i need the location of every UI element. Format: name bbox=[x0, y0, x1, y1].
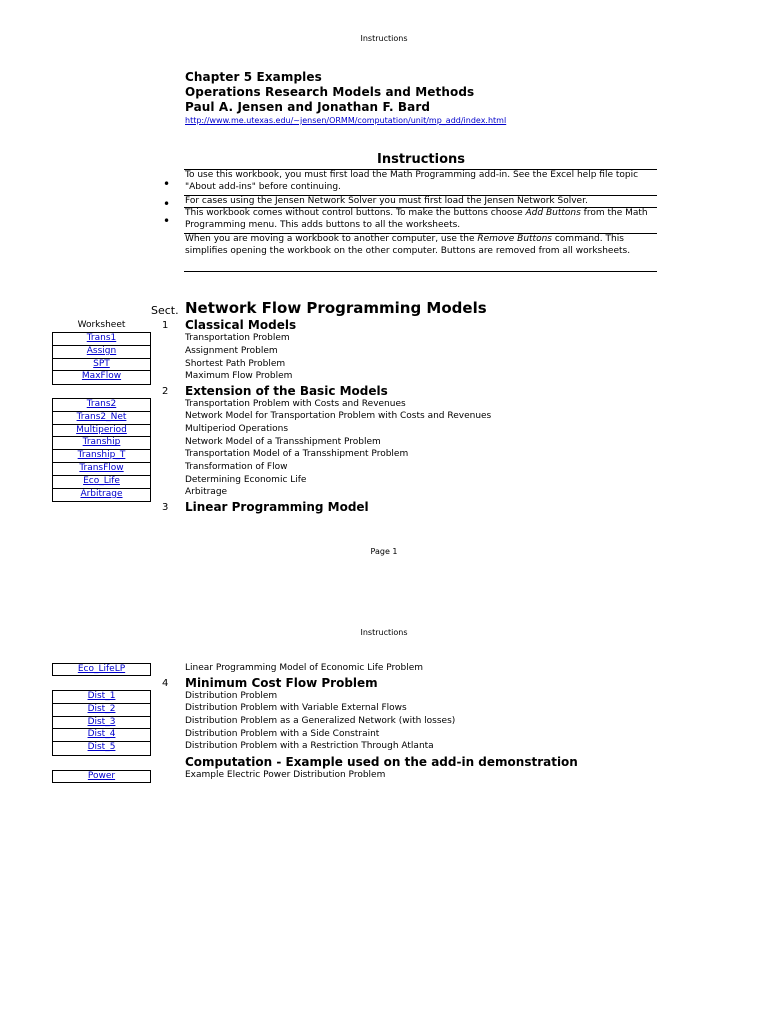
divider bbox=[184, 271, 657, 272]
worksheet-link[interactable]: Dist_2 bbox=[53, 704, 150, 717]
worksheet-link[interactable]: Dist_4 bbox=[53, 729, 150, 742]
list-item: Distribution Problem with a Side Constraint bbox=[185, 729, 380, 739]
authors: Paul A. Jensen and Jonathan F. Bard bbox=[185, 100, 431, 114]
worksheet-link[interactable]: SPT bbox=[53, 359, 150, 372]
instruction-item: To use this workbook, you must first load the Math Programming add-in. See the Excel help file topic "About add-ins" before continuing. bbox=[185, 170, 639, 192]
list-item: Shortest Path Problem bbox=[185, 359, 286, 369]
worksheet-link[interactable]: Arbitrage bbox=[53, 489, 150, 502]
worksheet-link[interactable]: Trans2 bbox=[53, 399, 150, 412]
sect-column-label: Sect. bbox=[151, 304, 179, 317]
instruction-item: This workbook comes without control buttons. To make the buttons choose Add Buttons from the Math Programming menu. This adds buttons to all the worksheets. bbox=[185, 208, 648, 230]
section-number: 3 bbox=[162, 502, 169, 513]
worksheet-link[interactable]: Eco_Life bbox=[53, 476, 150, 489]
worksheet-link[interactable]: Dist_5 bbox=[53, 742, 150, 755]
list-item: Network Model for Transportation Problem with Costs and Revenues bbox=[185, 411, 492, 421]
worksheet-link[interactable]: Power bbox=[52, 770, 151, 783]
worksheet-link[interactable]: MaxFlow bbox=[53, 371, 150, 384]
chapter-title: Chapter 5 Examples bbox=[185, 70, 322, 84]
list-item: Arbitrage bbox=[185, 487, 228, 497]
worksheet-group bbox=[52, 398, 151, 502]
worksheet-group bbox=[52, 332, 151, 385]
page-header: Instructions bbox=[360, 34, 408, 43]
instruction-item: For cases using the Jensen Network Solver you must first load the Jensen Network Solver. bbox=[185, 196, 588, 206]
list-item: Transformation of Flow bbox=[185, 462, 288, 472]
list-item: Network Model of a Transshipment Problem bbox=[185, 437, 381, 447]
bullet-icon: • bbox=[163, 197, 171, 211]
list-item: Distribution Problem bbox=[185, 691, 278, 701]
section-title: Classical Models bbox=[185, 318, 297, 332]
section-number: 1 bbox=[162, 320, 169, 331]
website-link[interactable]: http://www.me.utexas.edu/~jensen/ORMM/computation/unit/mp_add/index.html bbox=[185, 116, 507, 125]
main-title: Network Flow Programming Models bbox=[185, 299, 487, 317]
section-title: Linear Programming Model bbox=[185, 500, 369, 514]
list-item: Maximum Flow Problem bbox=[185, 371, 293, 381]
worksheet-link[interactable]: Tranship bbox=[53, 437, 150, 450]
list-item: Example Electric Power Distribution Problem bbox=[185, 770, 386, 780]
worksheet-link[interactable]: Eco_LifeLP bbox=[52, 663, 151, 676]
page-header: Instructions bbox=[360, 628, 408, 637]
section-number: 4 bbox=[162, 678, 169, 689]
list-item: Transportation Problem with Costs and Revenues bbox=[185, 399, 406, 409]
worksheet-link[interactable]: Tranship_T bbox=[53, 450, 150, 463]
section-title: Extension of the Basic Models bbox=[185, 384, 388, 398]
worksheet-link[interactable]: Assign bbox=[53, 346, 150, 359]
book-title: Operations Research Models and Methods bbox=[185, 85, 475, 99]
worksheet-link[interactable]: Dist_1 bbox=[53, 691, 150, 704]
computation-title: Computation - Example used on the add-in demonstration bbox=[185, 755, 578, 769]
worksheet-link[interactable]: Trans1 bbox=[53, 333, 150, 346]
list-item: Transportation Model of a Transshipment Problem bbox=[185, 449, 409, 459]
list-item: Assignment Problem bbox=[185, 346, 278, 356]
page-footer: Page 1 bbox=[370, 547, 398, 556]
list-item: Determining Economic Life bbox=[185, 475, 307, 485]
worksheet-column-label: Worksheet bbox=[77, 320, 126, 330]
bullet-icon: • bbox=[163, 214, 171, 228]
worksheet-link[interactable]: Trans2_Net bbox=[53, 412, 150, 425]
section-number: 2 bbox=[162, 386, 169, 397]
list-item: Multiperiod Operations bbox=[185, 424, 289, 434]
bullet-icon: • bbox=[163, 177, 171, 191]
list-item: Distribution Problem as a Generalized Network (with losses) bbox=[185, 716, 456, 726]
worksheet-link[interactable]: Multiperiod bbox=[53, 425, 150, 438]
instructions-heading: Instructions bbox=[376, 152, 465, 167]
list-item: Transportation Problem bbox=[185, 333, 290, 343]
worksheet-link[interactable]: TransFlow bbox=[53, 463, 150, 476]
list-item: Distribution Problem with Variable External Flows bbox=[185, 703, 407, 713]
list-item: Linear Programming Model of Economic Life Problem bbox=[185, 663, 424, 673]
worksheet-group bbox=[52, 690, 151, 756]
section-title: Minimum Cost Flow Problem bbox=[185, 676, 378, 690]
list-item: Distribution Problem with a Restriction Through Atlanta bbox=[185, 741, 434, 751]
instruction-item: When you are moving a workbook to another computer, use the Remove Buttons command. This simplifies opening the workbook on the other computer. Buttons are removed from all worksheets. bbox=[185, 234, 631, 256]
worksheet-link[interactable]: Dist_3 bbox=[53, 717, 150, 730]
